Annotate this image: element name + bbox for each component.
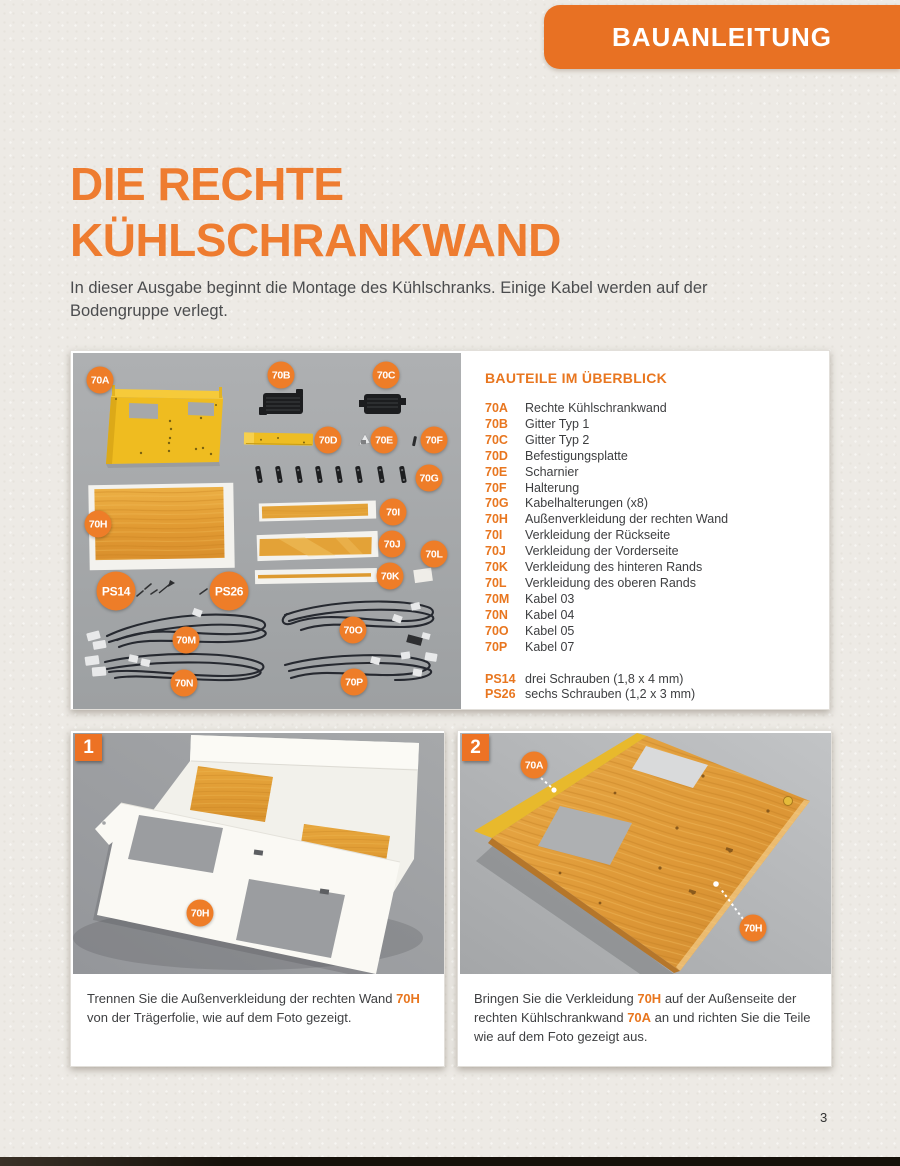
step2-caption: Bringen Sie die Verkleidung 70H auf der Außenseite der rechten Kühlschrankwand 70A an und richten Sie die Teile wie auf dem Foto gezeigt aus.: [474, 991, 811, 1045]
part-code: 70C: [485, 432, 508, 447]
step2-label-70H: 70H: [740, 915, 767, 942]
part-name: sechs Schrauben (1,2 x 3 mm): [525, 687, 696, 702]
part-row: [485, 465, 821, 481]
part-row: [485, 528, 821, 544]
part-row: [485, 608, 821, 624]
part-ref-70A: 70A: [627, 1010, 652, 1026]
parts-rows: [485, 401, 821, 656]
part-name: Befestigungsplatte: [525, 448, 628, 463]
banner-label: BAUANLEITUNG: [612, 21, 832, 52]
part-row: [485, 640, 821, 656]
part-name: Gitter Typ 1: [525, 416, 590, 431]
photo-label-70P: 70P: [341, 669, 368, 696]
part-row: [485, 592, 821, 608]
overview-panel: [70, 350, 830, 710]
part-ref-70H: 70H: [396, 991, 420, 1006]
part-name: Verkleidung des oberen Rands: [525, 575, 696, 590]
step2-label-70A: 70A: [521, 752, 548, 779]
step1-photo: [73, 733, 444, 974]
part-row: [485, 687, 821, 703]
part-name: Kabelhalterungen (x8): [525, 496, 648, 511]
part-code: 70F: [485, 480, 507, 495]
step-panel-2: [457, 730, 832, 1067]
photo-label-70J: 70J: [379, 531, 406, 558]
part-code: 70B: [485, 416, 508, 431]
parts-photo-image: [73, 353, 461, 709]
page-bottom-edge: [0, 1157, 900, 1166]
photo-label-70I: 70I: [380, 499, 407, 526]
screw-rows: [485, 672, 821, 704]
part-name: Scharnier: [525, 464, 579, 479]
part-code: PS14: [485, 671, 516, 686]
part-row: [485, 449, 821, 465]
part-code: 70A: [485, 401, 508, 415]
part-name: Rechte Kühlschrankwand: [525, 401, 667, 415]
photo-label-70L: 70L: [421, 541, 448, 568]
photo-label-70H: 70H: [85, 511, 112, 538]
page-number: 3: [820, 1110, 828, 1125]
step-number-2: 2: [462, 734, 489, 761]
banner-bauanleitung: [544, 5, 900, 69]
photo-label-70M: 70M: [173, 627, 200, 654]
part-row: [485, 576, 821, 592]
parts-list-heading: BAUTEILE IM ÜBERBLICK: [485, 370, 668, 386]
part-code: 70N: [485, 607, 508, 622]
part-name: drei Schrauben (1,8 x 4 mm): [525, 671, 684, 686]
part-row: [485, 401, 821, 417]
part-code: 70E: [485, 464, 508, 479]
photo-label-70E: 70E: [371, 427, 398, 454]
part-name: Verkleidung des hinteren Rands: [525, 560, 703, 575]
part-name: Halterung: [525, 480, 580, 495]
part-code: 70I: [485, 528, 503, 543]
part-code: 70P: [485, 639, 508, 654]
step1-photo-image: [73, 733, 444, 974]
step-number-1: 1: [75, 734, 102, 761]
photo-label-70K: 70K: [377, 563, 404, 590]
part-code: 70H: [485, 512, 508, 527]
part-row: [485, 624, 821, 640]
part-name: Außenverkleidung der rechten Wand: [525, 512, 729, 527]
photo-label-70O: 70O: [340, 617, 367, 644]
part-name: Kabel 07: [525, 639, 575, 654]
part-name: Kabel 05: [525, 623, 575, 638]
part-row: [485, 672, 821, 688]
parts-list: [461, 351, 829, 709]
step1-label-70H: 70H: [187, 900, 214, 927]
part-code: 70G: [485, 496, 509, 511]
part-row: [485, 560, 821, 576]
step2-photo-image: [460, 733, 831, 974]
step1-caption: Trennen Sie die Außenverkleidung der rechten Wand 70H von der Trägerfolie, wie auf dem Foto gezeigt.: [87, 991, 420, 1026]
part-row: [485, 544, 821, 560]
part-code: 70D: [485, 448, 508, 463]
part-name: Verkleidung der Rückseite: [525, 528, 671, 543]
photo-label-70A: 70A: [87, 367, 114, 394]
part-name: Kabel 04: [525, 607, 575, 622]
photo-label-PS14: PS14: [97, 572, 136, 611]
page-title: DIE RECHTE KÜHLSCHRANKWAND: [70, 158, 561, 267]
part-name: Gitter Typ 2: [525, 432, 590, 447]
part-code: 70K: [485, 560, 508, 575]
part-name: Kabel 03: [525, 591, 575, 606]
parts-photo: [73, 353, 461, 709]
part-code: 70O: [485, 623, 509, 638]
part-row: [485, 433, 821, 449]
photo-label-70C: 70C: [373, 362, 400, 389]
step-panel-1: [70, 730, 445, 1067]
part-code: PS26: [485, 687, 516, 702]
photo-label-70D: 70D: [315, 427, 342, 454]
part-code: 70J: [485, 544, 506, 559]
photo-label-70B: 70B: [268, 362, 295, 389]
intro-text: In dieser Ausgabe beginnt die Montage des Kühlschranks. Einige Kabel werden auf der Bodengruppe verlegt.: [70, 279, 708, 321]
photo-label-70G: 70G: [416, 465, 443, 492]
step2-photo: [460, 733, 831, 974]
part-code: 70M: [485, 591, 510, 606]
part-row: [485, 496, 821, 512]
part-row: [485, 481, 821, 497]
photo-label-70N: 70N: [171, 670, 198, 697]
photo-label-PS26: PS26: [210, 572, 249, 611]
part-code: 70L: [485, 575, 507, 590]
photo-label-70F: 70F: [421, 427, 448, 454]
part-row: [485, 512, 821, 528]
part-ref-70H: 70H: [637, 991, 662, 1006]
part-row: [485, 417, 821, 433]
part-name: Verkleidung der Vorderseite: [525, 544, 679, 559]
